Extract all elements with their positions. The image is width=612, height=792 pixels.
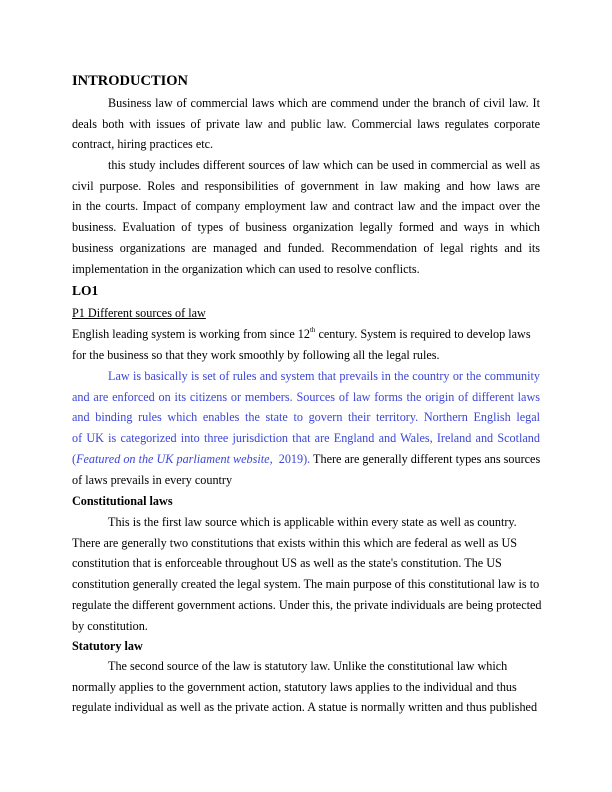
heading-constitutional-laws: Constitutional laws	[72, 494, 173, 508]
heading-introduction: INTRODUCTION	[72, 73, 189, 89]
constitutional-paragraph	[72, 515, 540, 635]
text-line: deals both with issues of private law and public law. Commercial laws regulates corporate	[72, 117, 540, 131]
text-line: normally applies to the government action, statutory laws applies to the individual and thus	[72, 680, 517, 694]
text-line: regulate the different government actions. Under this, the private individuals are being protected	[72, 598, 542, 612]
text-line: of laws prevails in every country	[72, 473, 233, 487]
text-line: Law is basically is set of rules and system that prevails in the country or the community	[108, 369, 540, 383]
text-line: The second source of the law is statutory law. Unlike the constitutional law which	[108, 659, 508, 673]
citation-source: Featured on the UK parliament website,	[76, 452, 273, 466]
text-line: this study includes different sources of law which can be used in commercial as well as	[108, 158, 540, 172]
citation-year: 2019).	[272, 452, 311, 466]
english-paragraph	[72, 327, 540, 367]
intro-paragraph-2	[72, 158, 540, 278]
intro-paragraph-1	[72, 96, 540, 156]
statutory-paragraph	[72, 659, 540, 719]
heading-statutory-law: Statutory law	[72, 639, 143, 653]
text-segment: English leading system is working from since 12	[72, 327, 310, 341]
text-line: of UK is categorized into three jurisdiction that are England and Wales, Ireland and Scotland	[72, 431, 540, 445]
text-line: Business law of commercial laws which are commend under the branch of civil law. It	[108, 96, 540, 110]
law-definition-paragraph	[72, 369, 540, 489]
text-line: for the business so that they work smoothly by following all the legal rules.	[72, 348, 440, 362]
text-line	[72, 327, 531, 341]
text-line: regulate individual as well as the private action. A statue is normally written and thus published	[72, 700, 538, 714]
text-line: business organizations are managed and funded. Recommendation of legal rights and its	[72, 241, 540, 255]
text-line: by constitution.	[72, 619, 148, 633]
heading-lo1: LO1	[72, 283, 99, 298]
text-line: in the courts. Impact of company employment law and contract law and the impact over the	[72, 199, 540, 213]
citation-line	[72, 452, 540, 466]
subheading-p1	[72, 306, 540, 321]
text-line: There are generally two constitutions that exists within this which are federal as well as US	[72, 536, 518, 550]
citation-open: (	[72, 452, 77, 466]
text-line: constitution that is enforceable throughout US as well as the state's constitution. The US	[72, 556, 502, 570]
text-line: implementation in the organization which can used to resolve conflicts.	[72, 262, 420, 276]
text-line: contract, hiring practices etc.	[72, 137, 214, 151]
text-line: constitution generally created the legal system. The main purpose of this constitutional law is to	[72, 577, 540, 591]
text-line: and are enforced on its citizens or members. Sources of law forms the origin of different laws	[72, 390, 540, 404]
superscript: th	[309, 326, 316, 334]
text-line: civil purpose. Roles and responsibilities of government in law making and how laws are	[72, 179, 540, 193]
text-segment: There are generally different types ans sources	[310, 452, 541, 466]
text-segment: century. System is required to develop laws	[315, 327, 531, 341]
subheading-p1-text: P1 Different sources of law	[72, 306, 206, 320]
text-line: business. Evaluation of types of business organization legally formed and ways in which	[72, 220, 540, 234]
text-line: This is the first law source which is applicable within every state as well as country.	[108, 515, 517, 529]
text-line: and binding rules which enables the state to govern their territory. Northern English legal	[72, 410, 540, 424]
